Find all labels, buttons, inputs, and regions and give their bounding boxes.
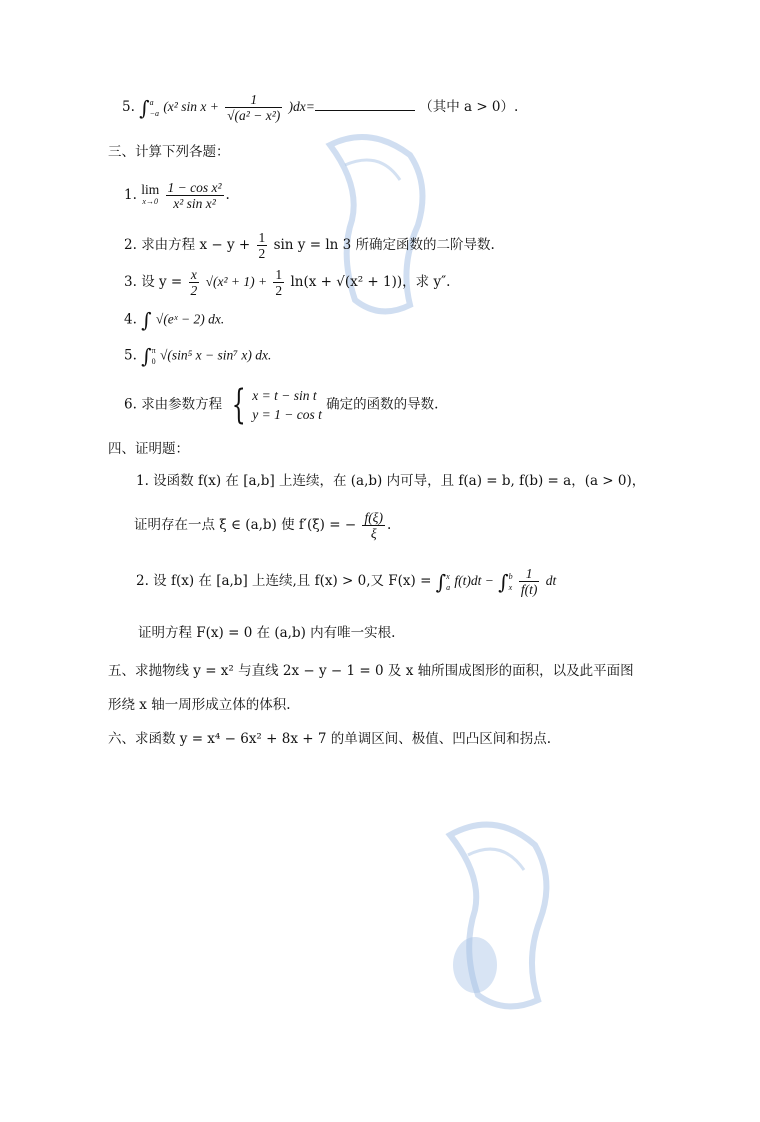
fraction: $\frac{1}{\text{√(a² − x²)}}$ — [227, 92, 281, 123]
upper-limit: a — [149, 97, 154, 107]
section-3-heading: 三、计算下列各题： — [108, 144, 230, 160]
s4-proof-1-line-1: 1. 设函数 f(x) 在 [a,b] 上连续，在 (a,b) 内可导，且 f(a) = b, f(b) = a，(a > 0)， — [136, 473, 646, 489]
integral-sign: ∫ — [498, 569, 509, 594]
s3-question-6: 6. 求由参数方程 { x = t − sin t y = 1 − cos t 确定的函数的导数. — [124, 382, 439, 428]
fraction: $\frac{x}{2}$ — [190, 267, 198, 298]
integral-sign: ∫ — [435, 569, 447, 594]
watermark-logo-bottom — [420, 810, 570, 1020]
parametric-system: x = t − sin t y = 1 − cos t — [252, 388, 322, 422]
s3-question-1: 1. lim x→0 $\frac{\text{1 − cos x²}}{\text{x² sin x²}}$ . — [124, 180, 230, 211]
fraction: $\frac{\text{1 − cos x²}}{\text{x² sin x²}}$ — [167, 180, 222, 211]
section-5-line-1: 五、求抛物线 y = x² 与直线 2x − y − 1 = 0 及 x 轴所围成图形的面积，以及此平面图 — [108, 663, 634, 679]
limit: lim x→0 — [141, 181, 160, 206]
integrand-part-2: )dx= — [288, 99, 315, 114]
integrand-part-1: (x² sin x + — [163, 99, 219, 114]
section-5-line-2: 形绕 x 轴一周形成立体的体积. — [108, 697, 291, 713]
fraction: $\frac{1}{2}$ — [258, 230, 266, 261]
s4-proof-1-line-2: 证明存在一点 ξ ∈ (a,b) 使 f′(ξ) = − $\frac{f(\xi)}{\xi}$ . — [134, 510, 392, 541]
answer-blank — [315, 96, 415, 111]
s3-question-2: 2. 求由方程 x − y + $\frac{1}{2}$ sin y = ln 3 所确定函数的二阶导数. — [124, 230, 495, 261]
fraction: $\frac{1}{2}$ — [275, 267, 283, 298]
fraction: $\frac{1}{f(t)}$ — [520, 566, 538, 597]
s3-question-4: 4. ∫ √(eˣ − 2) dx. — [124, 308, 225, 332]
integral-sign: ∫ — [139, 95, 150, 120]
problem-5-integral — [122, 92, 518, 123]
section-4-heading: 四、证明题： — [108, 441, 189, 457]
fraction: $\frac{f(\xi)}{\xi}$ — [364, 510, 383, 541]
s4-proof-2-line-2: 证明方程 F(x) = 0 在 (a,b) 内有唯一实根. — [138, 625, 396, 641]
integral-sign: ∫ — [141, 308, 152, 332]
section-6-line-1: 六、求函数 y = x⁴ − 6x² + 8x + 7 的单调区间、极值、凹凸区间和拐点. — [108, 731, 552, 747]
lower-limit: −a — [149, 108, 160, 118]
integral-sign: ∫ — [141, 344, 152, 368]
s3-question-3: 3. 设 y = $\frac{x}{2}$ √(x² + 1) + $\frac{1}{2}$ ln(x + √(x² + 1))，求 y″. — [124, 267, 451, 298]
s3-question-5: 5. ∫ π 0 √(sin⁵ x − sin⁷ x) dx. — [124, 344, 272, 368]
left-brace: { — [232, 382, 247, 428]
s4-proof-2-line-1: 2. 设 f(x) 在 [a,b] 上连续,且 f(x) > 0,又 F(x) = ∫ x a f(t)dt − ∫ b x $\frac{1}{f(t)}$ dt — [136, 566, 557, 597]
item-number: 5. — [122, 99, 135, 115]
condition-note: （其中 a > 0）. — [419, 99, 519, 115]
